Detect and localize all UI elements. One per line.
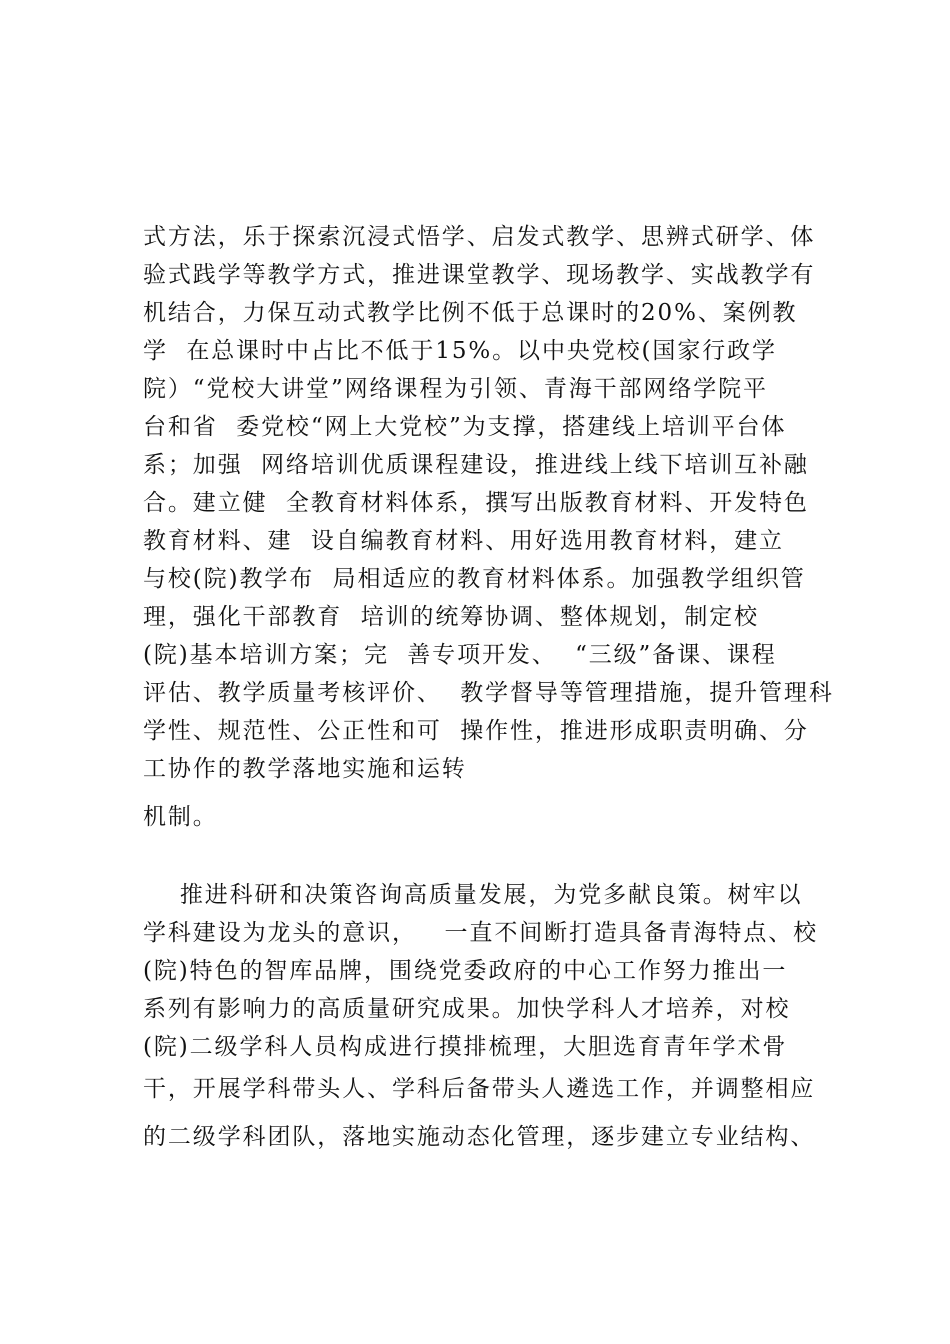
paragraph-line: 推进科研和决策咨询高质量发展，为党多献良策。树牢以 (143, 882, 803, 908)
paragraph-line: 系；加强 网络培训优质课程建设，推进线上线下培训互补融 (143, 452, 809, 478)
paragraph-line: 式方法，乐于探索沉浸式悟学、启发式教学、思辨式研学、体 (143, 224, 816, 250)
paragraph-line: 与校(院)教学布 局相适应的教育材料体系。加强教学组织管 (143, 566, 806, 592)
paragraph-line: (院)基本培训方案；完 善专项开发、 “三级”备课、课程 (143, 642, 777, 668)
paragraph-line: 学科建设为龙头的意识， 一直不间断打造具备青海特点、校 (143, 920, 819, 946)
paragraph-line: 干，开展学科带头人、学科后备带头人遴选工作，并调整相应 (143, 1076, 816, 1102)
paragraph-line: 学 在总课时中占比不低于15%。以中央党校(国家行政学 (143, 338, 777, 364)
paragraph-line: (院)二级学科人员构成进行摸排梳理，大胆选育青年学术骨 (143, 1034, 788, 1060)
paragraph-line: 理，强化干部教育 培训的统筹协调、整体规划，制定校 (143, 604, 760, 630)
paragraph-line: 学性、规范性、公正性和可 操作性，推进形成职责明确、分 (143, 718, 809, 744)
paragraph-line: 验式践学等教学方式，推进课堂教学、现场教学、实战教学有 (143, 262, 816, 288)
paragraph-line: 的二级学科团队，落地实施动态化管理，逐步建立专业结构、 (143, 1124, 816, 1150)
paragraph-line: 机结合，力保互动式教学比例不低于总课时的20%、案例教 (143, 300, 798, 326)
paragraph-line: 院）“党校大讲堂”网络课程为引领、青海干部网络学院平 (143, 376, 768, 402)
paragraph-line: 评估、教学质量考核评价、 教学督导等管理措施，提升管理科 (143, 680, 834, 706)
paragraph-line: 教育材料、建 设自编教育材料、用好选用教育材料，建立 (143, 528, 784, 554)
paragraph-line: 工协作的教学落地实施和运转 (143, 756, 467, 782)
paragraph-line: 台和省 委党校“网上大党校”为支撑，搭建线上培训平台体 (143, 414, 787, 440)
paragraph-tail-line: 机制。 (143, 804, 218, 830)
paragraph-line: 合。建立健 全教育材料体系，撰写出版教育材料、开发特色 (143, 490, 809, 516)
paragraph-line: (院)特色的智库品牌，围绕党委政府的中心工作努力推出一 (143, 958, 788, 984)
paragraph-line: 系列有影响力的高质量研究成果。加快学科人才培养，对校 (143, 996, 791, 1022)
